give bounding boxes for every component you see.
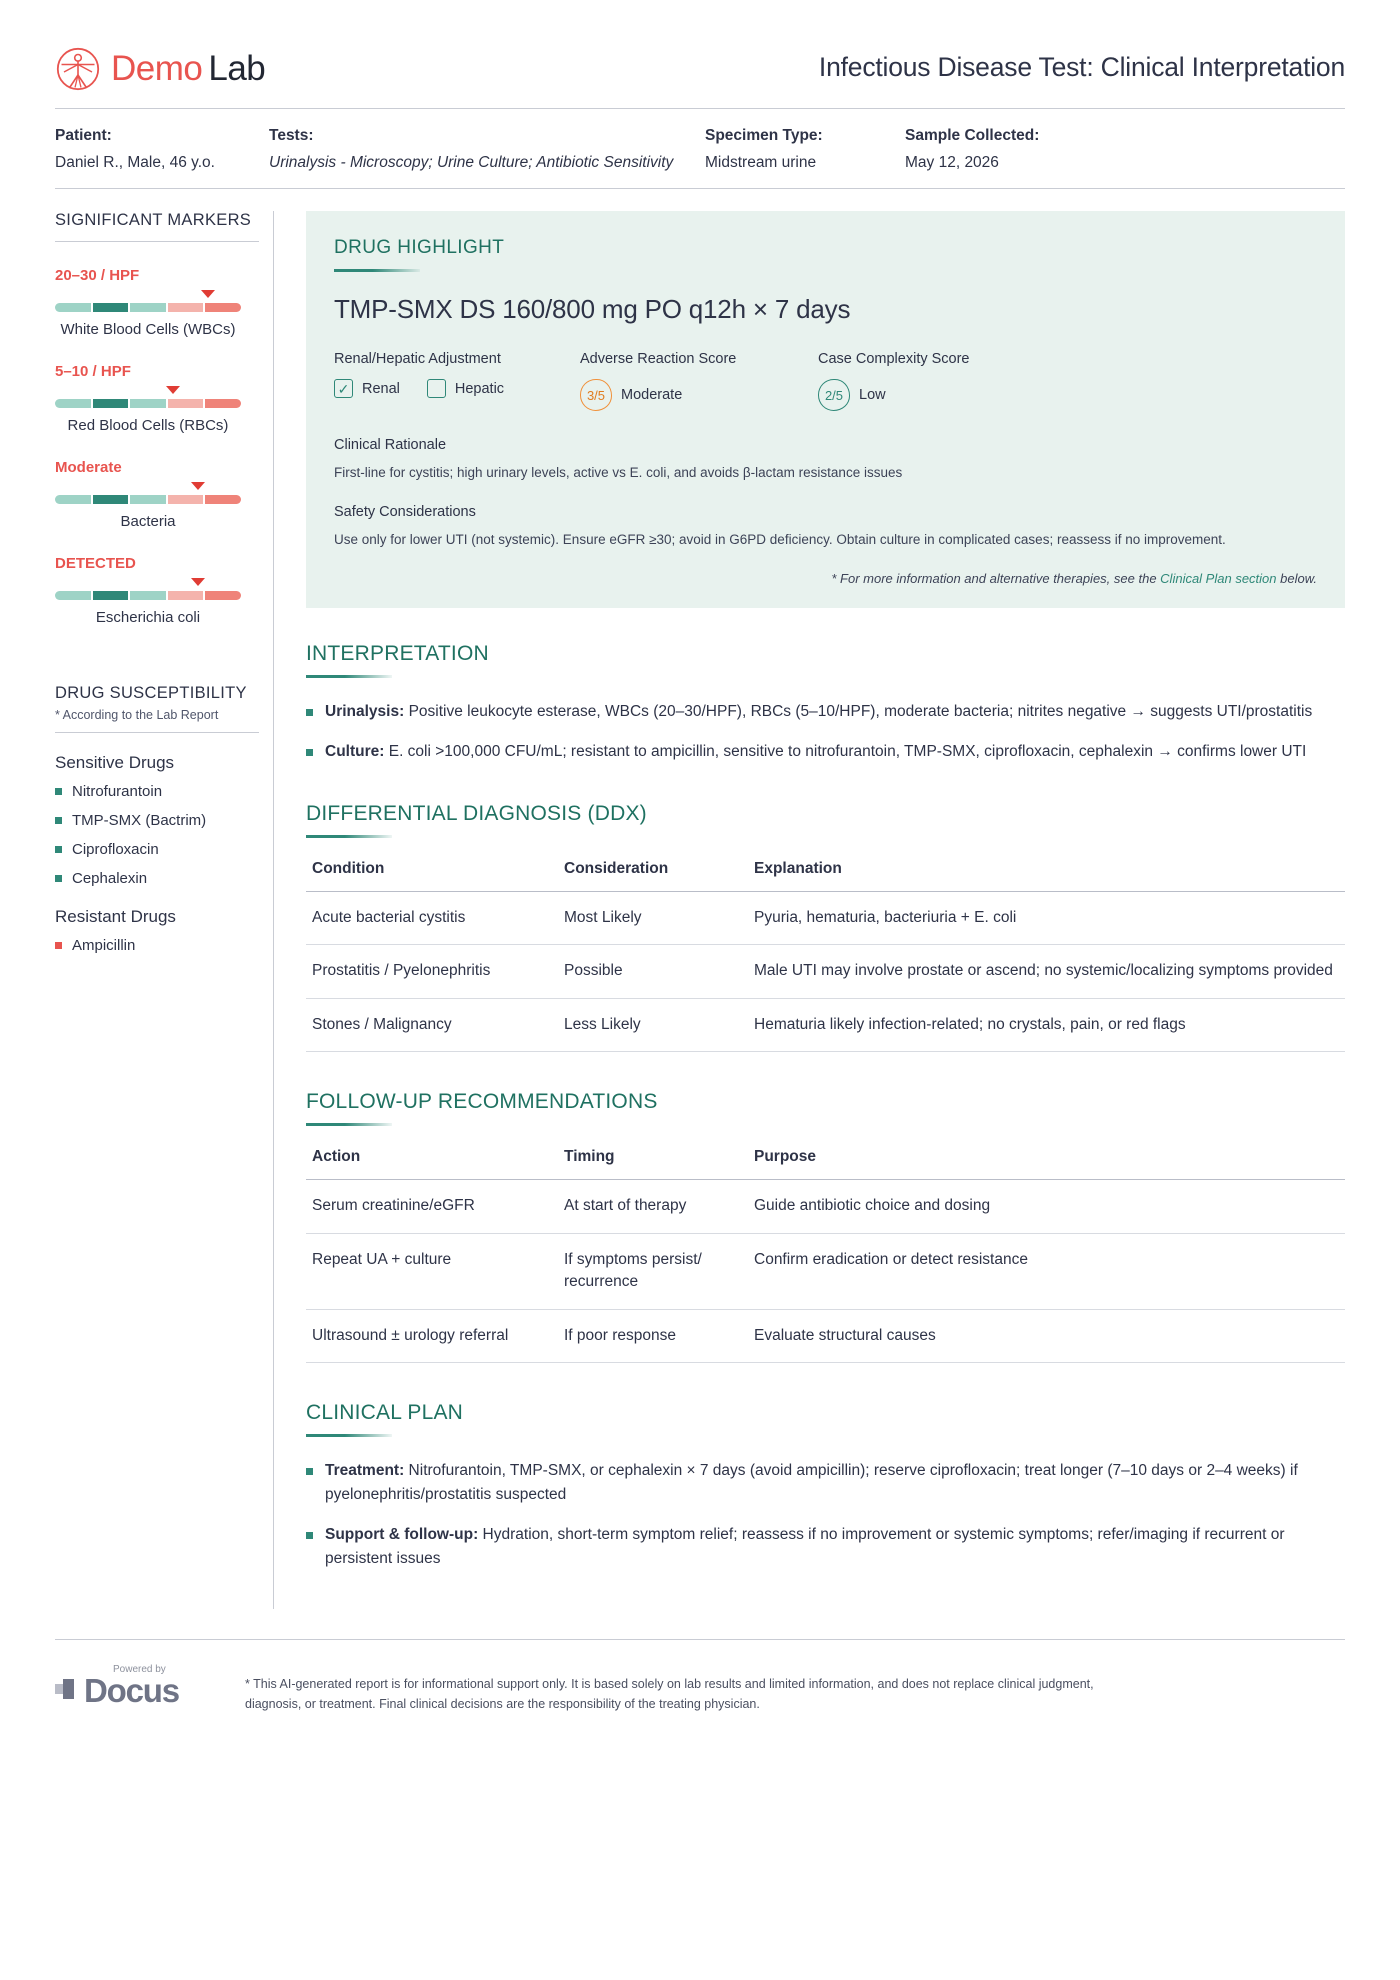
table-cell: At start of therapy [558, 1180, 748, 1233]
masthead [55, 0, 1345, 108]
ddx-section [306, 802, 1345, 1052]
complexity-label: Case Complexity Score [818, 351, 970, 367]
marker-item [55, 555, 259, 626]
sensitive-drugs-title: Sensitive Drugs [55, 753, 175, 772]
table-cell: Most Likely [558, 891, 748, 944]
adjustment-label: Renal/Hepatic Adjustment [334, 351, 501, 367]
column-header: Explanation [748, 860, 1345, 892]
section-underline [306, 835, 392, 838]
column-header: Action [306, 1148, 558, 1180]
drug-name-label: Nitrofurantoin [72, 783, 163, 800]
marker-name: White Blood Cells (WBCs) [60, 321, 236, 338]
list-item-body: Hydration, short-term symptom relief; reassess if no improvement or systemic symptoms; refer/imaging if recurrent or persistent issues [325, 1526, 1285, 1568]
marker-value: Moderate [55, 459, 122, 476]
marker-item [55, 363, 259, 434]
card-footnote-suffix: below. [1276, 570, 1317, 586]
table-cell: Prostatitis / Pyelonephritis [306, 945, 558, 998]
score-row [334, 351, 1317, 411]
complexity-score-text: Low [859, 387, 886, 403]
collected-value: May 12, 2026 [905, 154, 999, 171]
clinical-rationale-label: Clinical Rationale [334, 437, 447, 453]
table-row [306, 891, 1345, 944]
drug-list-item [55, 783, 259, 800]
section-underline [306, 675, 392, 678]
renal-checkbox[interactable]: ✓ [334, 379, 353, 398]
meta-patient [55, 127, 269, 172]
list-item-text [325, 1459, 1345, 1507]
brand-logo [55, 46, 265, 92]
marker-item [55, 267, 259, 338]
interpretation-title: INTERPRETATION [306, 641, 489, 665]
specimen-label: Specimen Type: [705, 127, 823, 144]
bullet-icon [55, 788, 62, 795]
marker-name: Bacteria [120, 513, 176, 530]
resistant-drugs-list [55, 937, 259, 954]
patient-value: Daniel R., Male, 46 y.o. [55, 154, 215, 171]
marker-value: 20–30 / HPF [55, 267, 140, 284]
marker-pointer-icon [191, 482, 205, 490]
renal-hepatic-adjustment [334, 351, 580, 411]
marker-pointer-icon [191, 578, 205, 586]
drug-name: TMP-SMX DS 160/800 mg PO q12h × 7 days [334, 294, 851, 324]
marker-value: DETECTED [55, 555, 136, 572]
tests-label: Tests: [269, 127, 314, 144]
list-item-label: Treatment: [325, 1462, 405, 1480]
bullet-icon [306, 1532, 313, 1539]
complexity-score-badge: 2/5 [818, 379, 850, 411]
footer-disclaimer: * This AI-generated report is for informational support only. It is based solely on lab results and limited information, and does not replace clinical judgment, diagnosis, or treatment. Final clinical decisions are the responsibility of the treating physician. [245, 1677, 1094, 1712]
list-item [306, 700, 1345, 724]
safety-considerations-text: Use only for lower UTI (not systemic). Ensure eGFR ≥30; avoid in G6PD deficiency. Obtain culture in complicated cases; reassess if no improvement. [334, 531, 1226, 547]
drug-name-label: Ciprofloxacin [72, 841, 159, 858]
marker-track [55, 591, 241, 600]
marker-gauge [55, 482, 259, 504]
bullet-icon [55, 875, 62, 882]
drug-list-item [55, 812, 259, 829]
powered-by-label: Powered by [113, 1664, 166, 1676]
interpretation-list [306, 700, 1345, 764]
hepatic-checkbox[interactable] [427, 379, 446, 398]
list-item-body: Nitrofurantoin, TMP-SMX, or cephalexin × 7 days (avoid ampicillin); reserve ciprofloxacin; treat longer (7–10 days or 2–4 weeks) if pyelonephritis/prostatitis suspected [325, 1462, 1298, 1504]
table-header-row [306, 1148, 1345, 1180]
drug-susceptibility-heading: DRUG SUSCEPTIBILITY [55, 684, 247, 702]
list-item-text [325, 740, 1306, 764]
marker-track [55, 399, 241, 408]
table-cell: Confirm eradication or detect resistance [748, 1233, 1345, 1309]
adverse-label: Adverse Reaction Score [580, 351, 737, 367]
patient-meta-strip [55, 109, 1345, 188]
drug-list-item [55, 841, 259, 858]
followup-table [306, 1148, 1345, 1363]
table-header-row [306, 860, 1345, 892]
table-row [306, 1233, 1345, 1309]
marker-value: 5–10 / HPF [55, 363, 131, 380]
main-content [274, 189, 1345, 1609]
hepatic-label: Hepatic [454, 380, 505, 397]
drug-highlight-kicker: DRUG HIGHLIGHT [334, 237, 505, 258]
docus-plus-icon [55, 1672, 81, 1710]
marker-gauge [55, 290, 259, 312]
list-item-body: Positive leukocyte esterase, WBCs (20–30/HPF), RBCs (5–10/HPF), moderate bacteria; nitrites negative → suggests UTI/prostatitis [404, 702, 1313, 720]
adverse-score-text: Moderate [621, 387, 683, 403]
followup-section [306, 1090, 1345, 1363]
table-cell: Ultrasound ± urology referral [306, 1309, 558, 1362]
table-cell: Hematuria likely infection-related; no crystals, pain, or red flags [748, 998, 1345, 1051]
page-title: Infectious Disease Test: Clinical Interpretation [818, 51, 1345, 82]
column-header: Purpose [748, 1148, 1345, 1180]
drug-susceptibility-block [55, 684, 259, 954]
card-footnote [334, 571, 1317, 586]
list-item-text [325, 1523, 1345, 1571]
list-item [306, 1459, 1345, 1507]
list-item-label: Culture: [325, 742, 385, 760]
list-item-body: E. coli >100,000 CFU/mL; resistant to ampicillin, sensitive to nitrofurantoin, TMP-SMX, ciprofloxacin, cephalexin → confirms lower UTI [384, 742, 1307, 760]
list-item [306, 740, 1345, 764]
resistant-drugs-title: Resistant Drugs [55, 907, 176, 926]
table-cell: Evaluate structural causes [748, 1309, 1345, 1362]
bullet-icon [55, 817, 62, 824]
table-cell: Less Likely [558, 998, 748, 1051]
bullet-icon [306, 749, 313, 756]
marker-track [55, 303, 241, 312]
table-cell: Stones / Malignancy [306, 998, 558, 1051]
footer [55, 1640, 1345, 1743]
column-header: Condition [306, 860, 558, 892]
table-cell: Repeat UA + culture [306, 1233, 558, 1309]
clinical-plan-section [306, 1401, 1345, 1571]
drug-susceptibility-note: * According to the Lab Report [55, 705, 259, 733]
sensitive-drugs-list [55, 783, 259, 887]
clinical-plan-list [306, 1459, 1345, 1571]
sidebar [55, 189, 273, 1609]
table-cell: Serum creatinine/eGFR [306, 1180, 558, 1233]
drug-list-item [55, 937, 259, 954]
specimen-value: Midstream urine [705, 154, 817, 171]
table-cell: Guide antibiotic choice and dosing [748, 1180, 1345, 1233]
marker-pointer-icon [166, 386, 180, 394]
significant-markers-heading: SIGNIFICANT MARKERS [55, 211, 259, 242]
table-cell: Possible [558, 945, 748, 998]
table-row [306, 1309, 1345, 1362]
table-cell: If symptoms persist/ recurrence [558, 1233, 748, 1309]
marker-pointer-icon [201, 290, 215, 298]
marker-gauge [55, 578, 259, 600]
body-grid [55, 189, 1345, 1609]
list-item-label: Support & follow-up: [325, 1526, 479, 1544]
brand-name-primary: Demo [111, 49, 203, 88]
interpretation-section [306, 642, 1345, 764]
ddx-table [306, 860, 1345, 1052]
column-header: Timing [558, 1148, 748, 1180]
table-row [306, 945, 1345, 998]
card-footnote-prefix: * For more information and alternative therapies, see the [831, 570, 1161, 586]
markers-list [55, 267, 259, 626]
bullet-icon [306, 1468, 313, 1475]
adverse-reaction-score [580, 351, 818, 411]
docus-wordmark [55, 1672, 215, 1710]
drug-list-item [55, 870, 259, 887]
patient-label: Patient: [55, 127, 112, 144]
table-cell: If poor response [558, 1309, 748, 1362]
docus-logo [55, 1664, 215, 1710]
followup-title: FOLLOW-UP RECOMMENDATIONS [306, 1090, 658, 1114]
list-item [306, 1523, 1345, 1571]
tests-value: Urinalysis - Microscopy; Urine Culture; Antibiotic Sensitivity [269, 154, 674, 171]
section-underline [334, 269, 420, 272]
drug-name-label: TMP-SMX (Bactrim) [72, 812, 207, 829]
drug-highlight-card [306, 211, 1345, 608]
section-underline [306, 1123, 392, 1126]
safety-considerations-label: Safety Considerations [334, 503, 476, 520]
table-cell: Male UTI may involve prostate or ascend; no systemic/localizing symptoms provided [748, 945, 1345, 998]
marker-track [55, 495, 241, 504]
marker-gauge [55, 386, 259, 408]
adverse-score-badge: 3/5 [580, 379, 612, 411]
docus-text: Docus [84, 1672, 179, 1710]
case-complexity-score [818, 351, 1058, 411]
meta-tests [269, 127, 705, 172]
collected-label: Sample Collected: [905, 127, 1040, 144]
ddx-title: DIFFERENTIAL DIAGNOSIS (DDX) [306, 801, 647, 825]
marker-name: Red Blood Cells (RBCs) [67, 417, 229, 434]
section-underline [306, 1434, 392, 1437]
bullet-icon [55, 846, 62, 853]
marker-item [55, 459, 259, 530]
brand-name-secondary: Lab [208, 49, 266, 88]
clinical-plan-link[interactable]: Clinical Plan section [1160, 570, 1277, 586]
drug-name-label: Ampicillin [72, 937, 136, 954]
table-row [306, 1180, 1345, 1233]
bullet-icon [306, 709, 313, 716]
drug-name-label: Cephalexin [72, 870, 148, 887]
column-header: Consideration [558, 860, 748, 892]
clinical-rationale-text: First-line for cystitis; high urinary levels, active vs E. coli, and avoids β-lactam resistance issues [334, 465, 903, 480]
renal-label: Renal [362, 380, 400, 397]
table-cell: Pyuria, hematuria, bacteriuria + E. coli [748, 891, 1345, 944]
list-item-label: Urinalysis: [325, 702, 405, 720]
meta-collected [905, 127, 1105, 172]
table-cell: Acute bacterial cystitis [306, 891, 558, 944]
list-item-text [325, 700, 1312, 724]
meta-specimen [705, 127, 905, 172]
table-row [306, 998, 1345, 1051]
clinical-plan-title: CLINICAL PLAN [306, 1401, 464, 1425]
vitruvian-man-icon [55, 46, 101, 92]
bullet-icon [55, 942, 62, 949]
marker-name: Escherichia coli [95, 609, 201, 626]
